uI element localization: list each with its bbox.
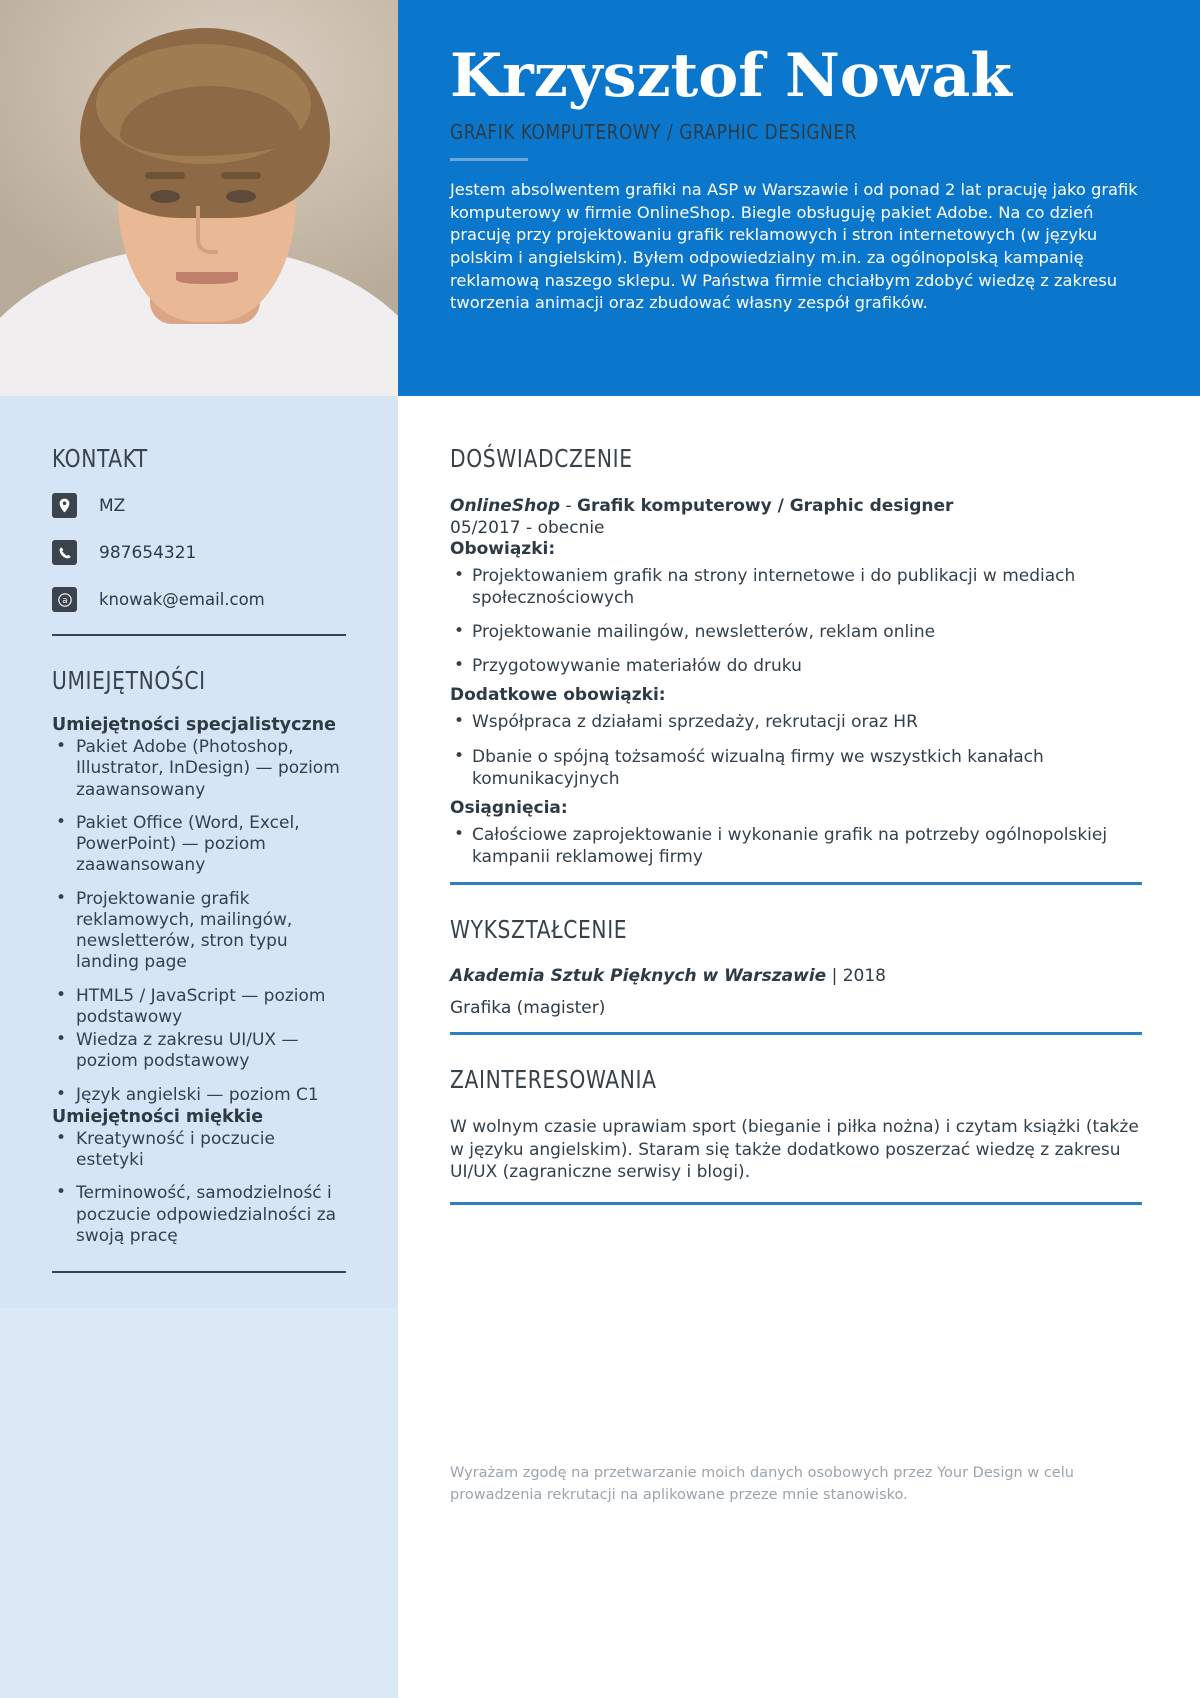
education-year: 2018 [842,965,886,986]
email-icon [52,587,77,612]
list-item: • Projektowanie grafik reklamowych, mailingów, newsletterów, stron typu landing page [52,889,346,974]
list-item: • Wiedza z zakresu UI/UX — poziom podstawowy [52,1030,346,1073]
page-title: Krzysztof Nowak [450,41,1012,111]
list-item: • Pakiet Office (Word, Excel, PowerPoint) — poziom zaawansowany [52,813,346,877]
education-school: Akademia Sztuk Pięknych w Warszawie [450,965,827,986]
section-heading-education: WYKSZTAŁCENIE [450,914,628,944]
header-text-block [398,0,1200,396]
divider-after-education [450,1032,1142,1035]
sidebar-bottom-tint [0,1308,398,1698]
skills-soft-list [52,1129,346,1247]
skills-soft-label: Umiejętności miękkie [52,1106,264,1127]
experience-duties-list [450,565,1142,677]
header-divider [450,158,528,161]
experience-role: Grafik komputerowy / Graphic designer [577,496,954,516]
photo-eye-left [150,190,180,203]
list-item: • Pakiet Adobe (Photoshop, Illustrator, InDesign) — poziom zaawansowany [52,737,346,801]
section-heading-skills: UMIEJĘTNOŚCI [52,666,206,695]
experience-title-line [450,495,1142,517]
photo-eyebrow-right [221,172,261,179]
education-year-separator: | [826,965,843,986]
education-degree: Grafika (magister) [450,997,606,1018]
list-item: • Dbanie o spójną tożsamość wizualną firmy we wszystkich kanałach komunikacyjnych [450,746,1142,790]
contact-item-phone[interactable] [52,540,346,565]
photo-mouth [176,272,238,284]
divider-after-interests [450,1202,1142,1205]
experience-extra-list [450,711,1142,789]
location-pin-icon [52,493,77,518]
photo-eyebrow-left [145,172,185,179]
contact-item-location[interactable] [52,493,346,518]
skills-hard-label: Umiejętności specjalistyczne [52,715,336,735]
section-heading-experience: DOŚWIADCZENIE [450,444,633,473]
cv-header [0,0,1200,396]
experience-company: OnlineShop [450,496,561,516]
experience-achievements-list [450,824,1142,868]
contact-email-value: knowak@email.com [99,590,265,609]
experience-separator: - [560,496,577,516]
list-item: • Projektowaniem grafik na strony internetowe i do publikacji w mediach społecznościowych [450,565,1142,609]
consent-footer: Wyrażam zgodę na przetwarzanie moich danych osobowych przez Your Design w celu prowadzenia rekrutacji na aplikowane przeze mnie stanowisko. [450,1465,1074,1503]
list-item: • Język angielski — poziom C1 [52,1085,346,1106]
skills-hard-list [52,737,346,1106]
section-heading-contact: KONTAKT [52,444,148,473]
contact-location-value: MZ [99,495,126,516]
list-item: • Projektowanie mailingów, newsletterów, reklam online [450,621,1142,643]
experience-achievements-label: Osiągnięcia: [450,797,568,818]
list-item: • Przygotowywanie materiałów do druku [450,655,1142,677]
list-item: • HTML5 / JavaScript — poziom podstawowy [52,986,346,1029]
experience-dates: 05/2017 - obecnie [450,518,605,539]
list-item: • Całościowe zaprojektowanie i wykonanie grafik na potrzeby ogólnopolskiej kampanii reklamowej firmy [450,824,1142,868]
photo-eye-right [226,190,256,203]
profile-summary: Jestem absolwentem grafiki na ASP w Warszawie i od ponad 2 lat pracuję jako grafik komputerowy w firmie OnlineShop. Biegle obsługuję pakiet Adobe. Na co dzień pracuję przy projektowaniu grafik reklamowych i stron internetowych (w języku polskim i angielskim). Byłem odpowiedzialny m.in. za ogólnopolską kampanię reklamową naszego sklepu. W Państwa firmie chciałbym zdobyć wiedzę z zakresu tworzenia animacji oraz zbudować własny zespół grafików. [450,180,1138,313]
divider-after-experience [450,882,1142,885]
contact-phone-value: 987654321 [99,542,197,563]
job-title-subtitle: GRAFIK KOMPUTEROWY / GRAPHIC DESIGNER [450,120,857,144]
svg-text:a: a [61,594,68,605]
interests-text: W wolnym czasie uprawiam sport (bieganie i piłka nożna) i czytam książki (także w języku angielskim). Staram się także dodatkowo poszerzać wiedzę z zakresu UI/UX (zagraniczne serwisy i blogi). [450,1116,1139,1183]
contact-item-email[interactable] [52,587,346,612]
sidebar-divider-skills [52,1271,346,1273]
list-item: • Terminowość, samodzielność i poczucie odpowiedzialności za swoją pracę [52,1183,346,1247]
experience-extra-label: Dodatkowe obowiązki: [450,685,666,706]
list-item: • Współpraca z działami sprzedaży, rekrutacji oraz HR [450,711,1142,733]
section-heading-interests: ZAINTERESOWANIA [450,1064,657,1094]
sidebar-divider-contact [52,634,346,636]
phone-icon [52,540,77,565]
sidebar [0,396,398,1698]
education-entry [450,966,1142,986]
photo-nose [196,206,218,254]
portrait-photo [0,0,398,396]
experience-duties-label: Obowiązki: [450,539,556,560]
list-item: • Kreatywność i poczucie estetyki [52,1129,346,1172]
